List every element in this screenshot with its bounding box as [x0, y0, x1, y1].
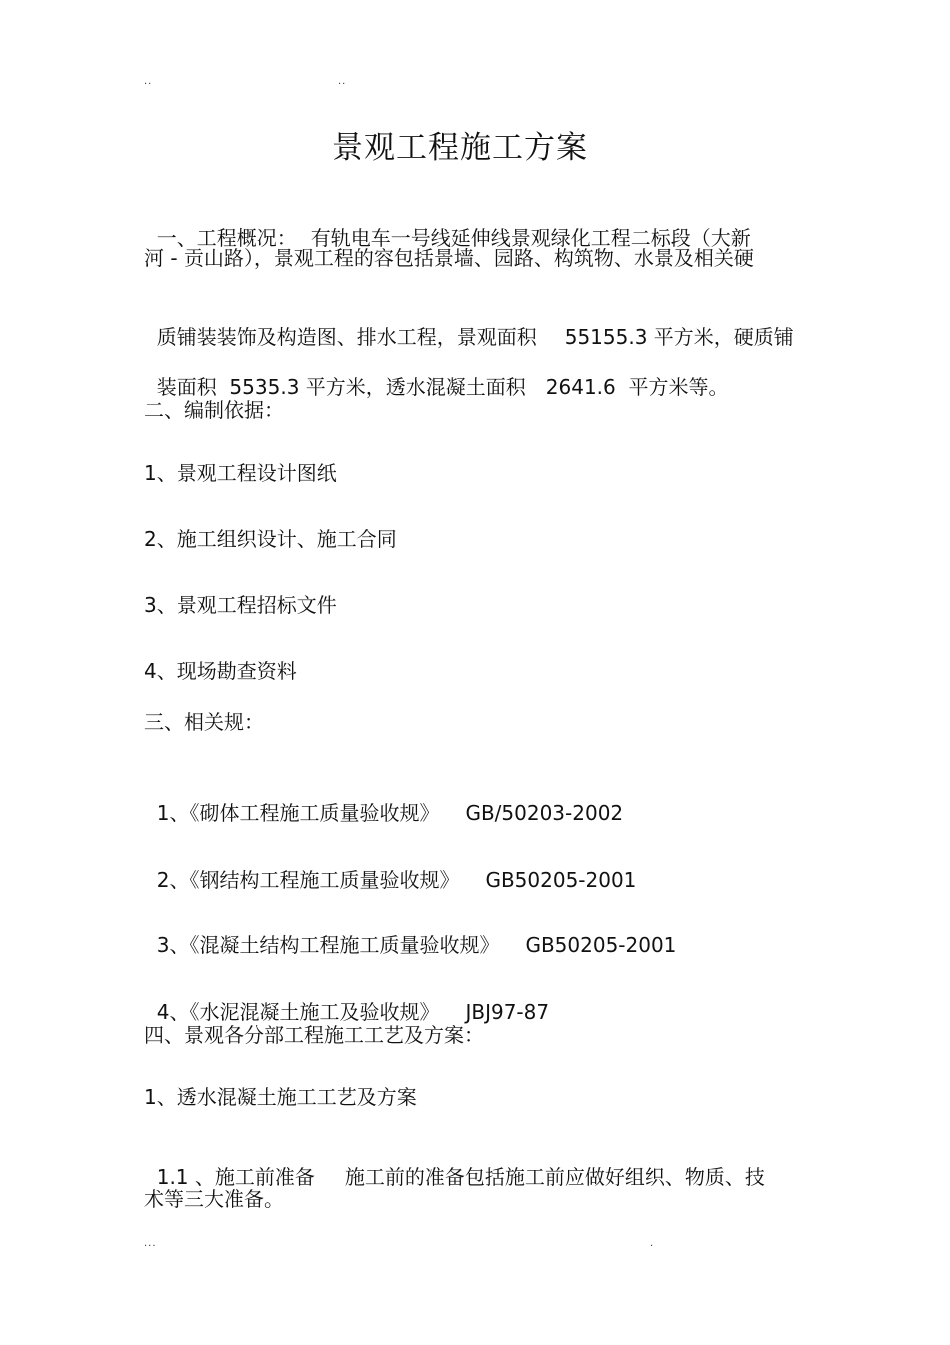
- process-sub-1-1-cont: 术等三大准备。: [144, 1187, 284, 1211]
- overview-text: 有轨电车一号线延伸线景观绿化工程二标段（大新: [310, 226, 751, 250]
- standard-name: 3、《混凝土结构工程施工质量验收规》: [156, 933, 500, 957]
- overview-line-3: [144, 295, 794, 351]
- header-mark-left: ..: [144, 76, 153, 87]
- basis-item-4: 4、现场勘查资料: [144, 659, 297, 683]
- standard-code: GB/50203-2002: [465, 801, 624, 825]
- standard-name: 4、《水泥混凝土施工及验收规》: [156, 1000, 440, 1024]
- process-sub-1-1-heading: 1.1 、施工前准备: [156, 1165, 315, 1189]
- document-title: 景观工程施工方案: [332, 130, 588, 166]
- overview-line-4-a: 装面积 5535.3 平方米，透水混凝土面积: [156, 375, 526, 399]
- standard-name: 2、《钢结构工程施工质量验收规》: [156, 868, 460, 892]
- overview-line-2: 河 - 贡山路），景观工程的容包括景墙、园路、构筑物、水景及相关硬: [144, 246, 754, 270]
- header-mark-middle: ..: [338, 76, 347, 87]
- overview-heading: 一、工程概况：: [156, 226, 297, 250]
- footer-mark-left: ...: [144, 1238, 157, 1249]
- basis-item-3: 3、景观工程招标文件: [144, 593, 337, 617]
- overview-line-4: [144, 345, 728, 401]
- overview-line-3-b: 55155.3 平方米，硬质铺: [564, 325, 794, 349]
- footer-mark-right: .: [650, 1238, 655, 1249]
- process-sub-1-1-text: 施工前的准备包括施工前应做好组织、物质、技: [344, 1165, 765, 1189]
- standard-item-1: [144, 771, 623, 827]
- standard-item-3: [144, 903, 676, 959]
- process-heading: 四、景观各分部工程施工工艺及方案：: [144, 1023, 484, 1047]
- overview-line-3-a: 质铺装装饰及构造图、排水工程，景观面积: [156, 325, 537, 349]
- standard-item-2: [144, 838, 636, 894]
- overview-line-4-b: 2641.6 平方米等。: [545, 375, 729, 399]
- process-sub-1-1: [144, 1135, 765, 1191]
- basis-item-1: 1、景观工程设计图纸: [144, 461, 337, 485]
- standard-code: JBJ97-87: [465, 1000, 550, 1024]
- standard-code: GB50205-2001: [525, 933, 677, 957]
- basis-item-2: 2、施工组织设计、施工合同: [144, 527, 397, 551]
- basis-heading: 二、编制依据：: [144, 398, 284, 422]
- standard-name: 1、《砌体工程施工质量验收规》: [156, 801, 440, 825]
- standard-code: GB50205-2001: [485, 868, 637, 892]
- process-sub-1: 1、透水混凝土施工工艺及方案: [144, 1085, 417, 1109]
- standard-item-4: [144, 970, 549, 1026]
- standards-heading: 三、相关规：: [144, 710, 264, 734]
